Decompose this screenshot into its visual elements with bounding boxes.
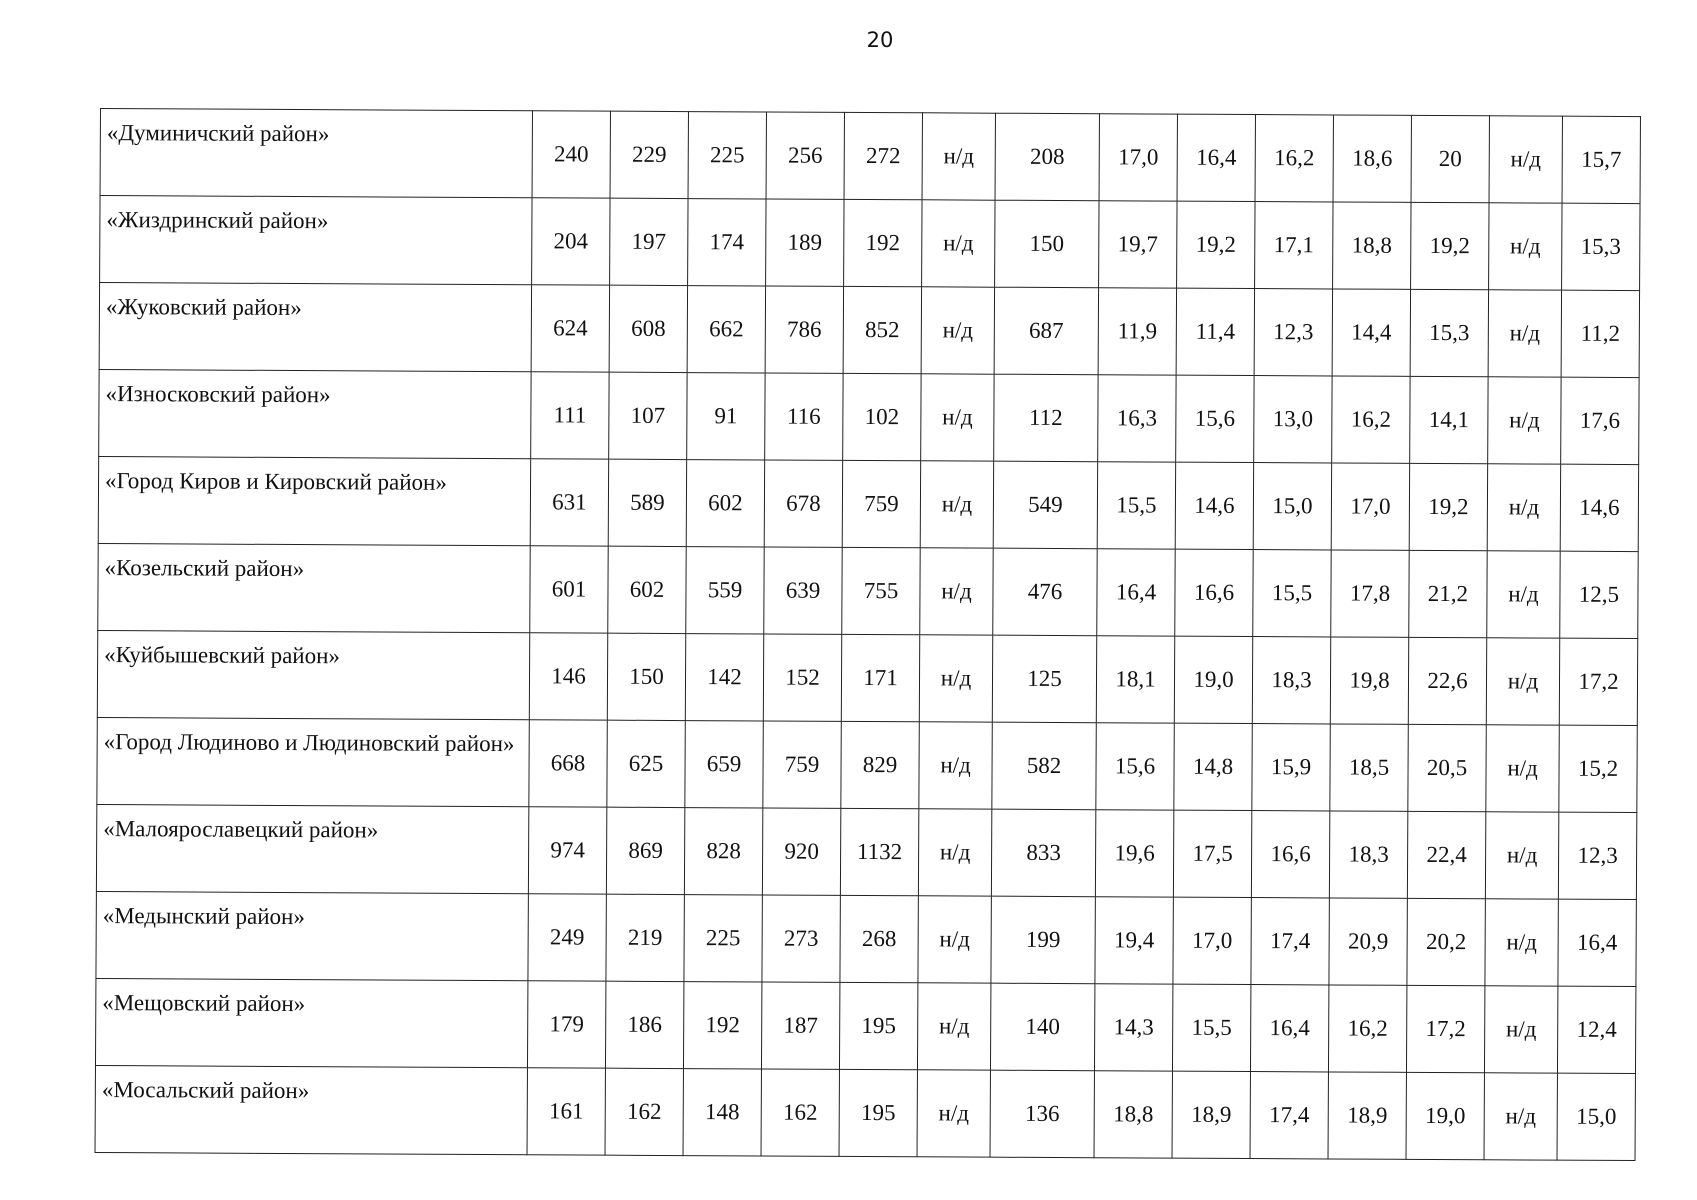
value-cell: 219 [606, 894, 684, 981]
value-cell: 17,6 [1561, 377, 1639, 464]
value-cell: 17,2 [1559, 638, 1637, 725]
value-cell: 19,2 [1177, 201, 1255, 288]
value-cell: 11,9 [1098, 288, 1176, 375]
value-cell: 268 [840, 895, 918, 982]
value-cell: 116 [765, 373, 843, 460]
value-cell: 14,6 [1560, 464, 1638, 551]
value-cell: 140 [990, 983, 1094, 1071]
value-cell: 14,3 [1094, 984, 1172, 1071]
value-cell: 187 [761, 982, 839, 1069]
value-cell: 829 [841, 721, 919, 808]
value-cell: 162 [761, 1069, 839, 1156]
district-name-cell: «Мещовский район» [95, 978, 527, 1067]
value-cell: 559 [686, 547, 764, 634]
value-cell: 152 [763, 634, 841, 721]
value-cell: н/д [1485, 812, 1558, 899]
value-cell: 786 [765, 286, 843, 373]
value-cell: 225 [684, 895, 762, 982]
value-cell: н/д [917, 983, 990, 1070]
value-cell: 15,5 [1253, 550, 1331, 637]
value-cell: н/д [919, 722, 992, 809]
value-cell: 192 [844, 199, 922, 286]
value-cell: 111 [531, 372, 609, 459]
table-body [95, 109, 1640, 1161]
value-cell: н/д [1487, 464, 1560, 551]
value-cell: 687 [994, 287, 1098, 375]
value-cell: 16,4 [1250, 985, 1328, 1072]
district-name-cell: «Жуковский район» [99, 283, 531, 372]
value-cell: н/д [1487, 551, 1560, 638]
value-cell: 15,7 [1562, 116, 1640, 203]
value-cell: н/д [920, 461, 993, 548]
value-cell: 125 [992, 635, 1096, 723]
table-row [95, 1065, 1635, 1160]
value-cell: н/д [1484, 1073, 1557, 1160]
value-cell: 12,4 [1557, 986, 1635, 1073]
value-cell: 15,0 [1253, 463, 1331, 550]
value-cell: 602 [608, 546, 686, 633]
value-cell: 17,0 [1099, 114, 1177, 201]
district-name-cell: «Думиничский район» [100, 109, 532, 198]
value-cell: 20,5 [1408, 724, 1486, 811]
value-cell: 18,5 [1330, 724, 1408, 811]
value-cell: 19,2 [1409, 463, 1487, 550]
value-cell: 15,6 [1176, 375, 1254, 462]
value-cell: 18,3 [1252, 637, 1330, 724]
table-row [100, 196, 1640, 291]
value-cell: 12,3 [1254, 289, 1332, 376]
value-cell: 602 [686, 460, 764, 547]
value-cell: 19,6 [1095, 810, 1173, 897]
page-number: 20 [866, 28, 894, 52]
value-cell: н/д [1488, 377, 1561, 464]
value-cell: 582 [992, 722, 1096, 810]
district-name-cell: «Город Людиново и Людиновский район» [97, 717, 529, 806]
value-cell: 18,3 [1329, 811, 1407, 898]
value-cell: 659 [685, 721, 763, 808]
value-cell: 12,5 [1560, 551, 1638, 638]
value-cell: 19,8 [1330, 637, 1408, 724]
value-cell: н/д [921, 374, 994, 461]
value-cell: 17,5 [1173, 810, 1251, 897]
value-cell: 869 [606, 807, 684, 894]
table-row [99, 369, 1639, 464]
value-cell: 91 [687, 373, 765, 460]
value-cell: н/д [917, 1070, 990, 1157]
value-cell: 18,9 [1328, 1072, 1406, 1159]
value-cell: 229 [610, 111, 688, 198]
value-cell: 197 [610, 198, 688, 285]
district-name-cell: «Малоярославецкий район» [96, 804, 528, 893]
value-cell: 16,6 [1175, 549, 1253, 636]
value-cell: 17,1 [1255, 202, 1333, 289]
value-cell: 16,3 [1098, 375, 1176, 462]
value-cell: 19,0 [1406, 1072, 1484, 1159]
value-cell: 204 [532, 198, 610, 285]
value-cell: 755 [842, 547, 920, 634]
value-cell: 199 [991, 896, 1095, 984]
value-cell: 272 [844, 112, 922, 199]
value-cell: 17,8 [1331, 550, 1409, 637]
value-cell: 16,2 [1332, 376, 1410, 463]
value-cell: 668 [529, 720, 607, 807]
district-name-cell: «Куйбышевский район» [97, 630, 529, 719]
value-cell: 15,9 [1252, 724, 1330, 811]
value-cell: 19,4 [1095, 897, 1173, 984]
value-cell: н/д [1486, 638, 1559, 725]
value-cell: 15,3 [1410, 289, 1488, 376]
value-cell: 171 [841, 634, 919, 721]
value-cell: 17,0 [1331, 463, 1409, 550]
value-cell: 16,2 [1328, 985, 1406, 1072]
value-cell: 15,3 [1562, 203, 1640, 290]
value-cell: 549 [993, 461, 1097, 549]
value-cell: 759 [842, 460, 920, 547]
value-cell: 150 [607, 633, 685, 720]
value-cell: 833 [991, 809, 1095, 897]
value-cell: н/д [922, 200, 995, 287]
value-cell: 12,3 [1558, 812, 1636, 899]
value-cell: н/д [1488, 290, 1561, 377]
table-row [98, 456, 1638, 551]
value-cell: 13,0 [1254, 376, 1332, 463]
value-cell: 21,2 [1409, 550, 1487, 637]
value-cell: 631 [530, 459, 608, 546]
table-row [96, 891, 1636, 986]
value-cell: 162 [605, 1068, 683, 1155]
value-cell: 195 [839, 982, 917, 1069]
value-cell: н/д [922, 113, 995, 200]
value-cell: 20 [1411, 115, 1489, 202]
value-cell: 18,9 [1172, 1071, 1250, 1158]
value-cell: 589 [608, 459, 686, 546]
value-cell: 17,4 [1250, 1072, 1328, 1159]
value-cell: 16,4 [1097, 549, 1175, 636]
value-cell: 22,6 [1408, 637, 1486, 724]
value-cell: 16,2 [1255, 115, 1333, 202]
value-cell: 920 [762, 808, 840, 895]
value-cell: 112 [994, 374, 1098, 462]
value-cell: 15,0 [1557, 1073, 1635, 1160]
value-cell: 11,4 [1176, 288, 1254, 375]
value-cell: 22,4 [1407, 811, 1485, 898]
value-cell: 974 [528, 807, 606, 894]
value-cell: 256 [766, 112, 844, 199]
value-cell: 11,2 [1561, 290, 1639, 377]
value-cell: н/д [918, 896, 991, 983]
value-cell: 208 [995, 113, 1099, 201]
value-cell: н/д [1489, 203, 1562, 290]
value-cell: н/д [1485, 899, 1558, 986]
value-cell: 161 [527, 1068, 605, 1155]
district-name-cell: «Город Киров и Кировский район» [98, 456, 530, 545]
value-cell: 678 [764, 460, 842, 547]
table-row [96, 804, 1636, 899]
value-cell: 18,8 [1333, 202, 1411, 289]
value-cell: 148 [683, 1069, 761, 1156]
district-statistics-table [95, 108, 1641, 1161]
value-cell: 17,0 [1173, 897, 1251, 984]
value-cell: 19,7 [1099, 201, 1177, 288]
district-name-cell: «Износковский район» [99, 369, 531, 458]
value-cell: 15,5 [1172, 984, 1250, 1071]
value-cell: 136 [990, 1070, 1094, 1158]
value-cell: 14,8 [1174, 723, 1252, 810]
value-cell: н/д [1489, 116, 1562, 203]
value-cell: 186 [605, 981, 683, 1068]
table-row [97, 630, 1637, 725]
value-cell: 15,2 [1559, 725, 1637, 812]
table-row [95, 978, 1635, 1073]
value-cell: 192 [683, 982, 761, 1069]
value-cell: 16,4 [1177, 114, 1255, 201]
value-cell: 16,4 [1558, 899, 1636, 986]
value-cell: 15,6 [1096, 723, 1174, 810]
value-cell: н/д [1486, 725, 1559, 812]
value-cell: 759 [763, 721, 841, 808]
value-cell: 20,9 [1329, 898, 1407, 985]
value-cell: 18,1 [1096, 636, 1174, 723]
value-cell: 852 [843, 286, 921, 373]
value-cell: 150 [995, 200, 1099, 288]
value-cell: 625 [607, 720, 685, 807]
value-cell: 107 [609, 372, 687, 459]
district-name-cell: «Козельский район» [98, 543, 530, 632]
value-cell: 240 [532, 111, 610, 198]
value-cell: 662 [687, 286, 765, 373]
value-cell: 179 [527, 981, 605, 1068]
district-name-cell: «Жиздринский район» [100, 196, 532, 285]
value-cell: 18,6 [1333, 115, 1411, 202]
value-cell: 20,2 [1407, 898, 1485, 985]
table-row [100, 109, 1640, 204]
value-cell: н/д [1484, 986, 1557, 1073]
value-cell: 601 [530, 546, 608, 633]
table-row [97, 717, 1637, 812]
value-cell: 624 [531, 285, 609, 372]
value-cell: 19,2 [1411, 202, 1489, 289]
table-row [98, 543, 1638, 638]
value-cell: 189 [766, 199, 844, 286]
value-cell: 639 [764, 547, 842, 634]
value-cell: 142 [685, 634, 763, 721]
value-cell: н/д [920, 548, 993, 635]
value-cell: 608 [609, 285, 687, 372]
district-name-cell: «Медынский район» [96, 891, 528, 980]
value-cell: 225 [688, 112, 766, 199]
value-cell: 1132 [840, 808, 918, 895]
value-cell: н/д [918, 809, 991, 896]
table-row [99, 283, 1639, 378]
value-cell: 195 [839, 1069, 917, 1156]
value-cell: 17,4 [1251, 898, 1329, 985]
value-cell: 17,2 [1406, 985, 1484, 1072]
value-cell: 146 [529, 633, 607, 720]
value-cell: 476 [993, 548, 1097, 636]
value-cell: 16,6 [1251, 811, 1329, 898]
value-cell: 14,4 [1332, 289, 1410, 376]
value-cell: 14,6 [1175, 462, 1253, 549]
value-cell: 19,0 [1174, 636, 1252, 723]
value-cell: 18,8 [1094, 1071, 1172, 1158]
value-cell: 102 [843, 373, 921, 460]
value-cell: 174 [688, 199, 766, 286]
value-cell: 273 [762, 895, 840, 982]
value-cell: н/д [921, 287, 994, 374]
value-cell: 14,1 [1410, 376, 1488, 463]
value-cell: 828 [684, 808, 762, 895]
value-cell: н/д [919, 635, 992, 722]
district-name-cell: «Мосальский район» [95, 1065, 527, 1154]
value-cell: 15,5 [1097, 462, 1175, 549]
value-cell: 249 [528, 894, 606, 981]
